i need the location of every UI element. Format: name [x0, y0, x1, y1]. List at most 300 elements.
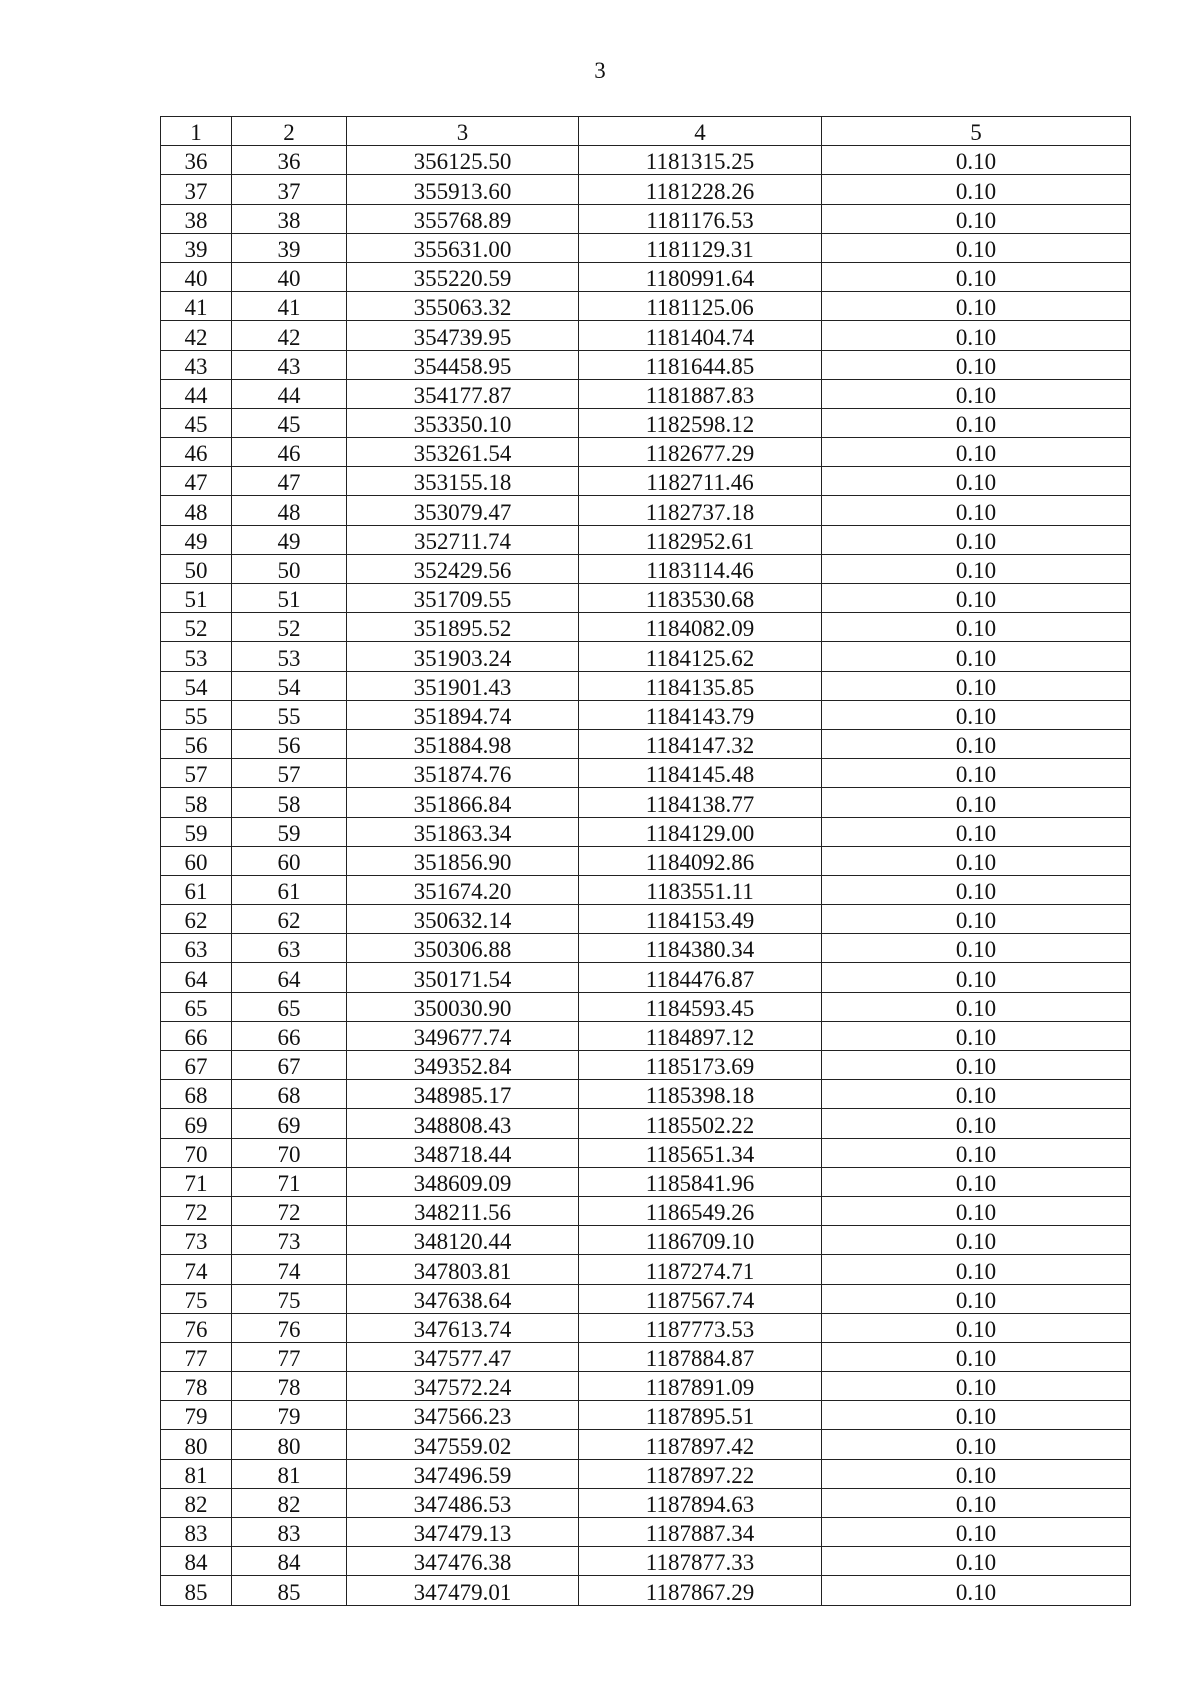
row-number-cell: 62 [161, 905, 232, 934]
value-cell: 0.10 [822, 1488, 1131, 1517]
table-row [161, 1284, 1131, 1313]
row-number-cell: 66 [161, 1021, 232, 1050]
x-coordinate-cell: 355768.89 [347, 204, 579, 233]
x-coordinate-cell: 348718.44 [347, 1138, 579, 1167]
y-coordinate-cell: 1181176.53 [579, 204, 822, 233]
row-number-cell: 42 [161, 321, 232, 350]
value-cell: 0.10 [822, 379, 1131, 408]
table-row [161, 321, 1131, 350]
x-coordinate-cell: 351674.20 [347, 875, 579, 904]
value-cell: 0.10 [822, 408, 1131, 437]
value-cell: 0.10 [822, 1313, 1131, 1342]
table-row [161, 438, 1131, 467]
value-cell: 0.10 [822, 321, 1131, 350]
point-number-cell: 64 [232, 963, 347, 992]
row-number-cell: 46 [161, 438, 232, 467]
x-coordinate-cell: 350632.14 [347, 905, 579, 934]
value-cell: 0.10 [822, 875, 1131, 904]
table-row [161, 817, 1131, 846]
x-coordinate-cell: 354739.95 [347, 321, 579, 350]
value-cell: 0.10 [822, 671, 1131, 700]
table-row [161, 1051, 1131, 1080]
value-cell: 0.10 [822, 1459, 1131, 1488]
table-row [161, 1342, 1131, 1371]
point-number-cell: 59 [232, 817, 347, 846]
row-number-cell: 45 [161, 408, 232, 437]
table-row [161, 175, 1131, 204]
y-coordinate-cell: 1187897.22 [579, 1459, 822, 1488]
x-coordinate-cell: 351894.74 [347, 700, 579, 729]
row-number-cell: 79 [161, 1401, 232, 1430]
y-coordinate-cell: 1184143.79 [579, 700, 822, 729]
point-number-cell: 57 [232, 759, 347, 788]
point-number-cell: 58 [232, 788, 347, 817]
x-coordinate-cell: 352711.74 [347, 525, 579, 554]
table-row [161, 1167, 1131, 1196]
y-coordinate-cell: 1180991.64 [579, 262, 822, 291]
row-number-cell: 74 [161, 1255, 232, 1284]
value-cell: 0.10 [822, 175, 1131, 204]
row-number-cell: 61 [161, 875, 232, 904]
point-number-cell: 45 [232, 408, 347, 437]
x-coordinate-cell: 351884.98 [347, 729, 579, 758]
coordinates-table [160, 116, 1131, 1606]
x-coordinate-cell: 351866.84 [347, 788, 579, 817]
table-row [161, 1518, 1131, 1547]
x-coordinate-cell: 353261.54 [347, 438, 579, 467]
value-cell: 0.10 [822, 467, 1131, 496]
table-header-row [161, 117, 1131, 146]
point-number-cell: 55 [232, 700, 347, 729]
y-coordinate-cell: 1183530.68 [579, 584, 822, 613]
point-number-cell: 49 [232, 525, 347, 554]
row-number-cell: 67 [161, 1051, 232, 1080]
y-coordinate-cell: 1182598.12 [579, 408, 822, 437]
y-coordinate-cell: 1184593.45 [579, 992, 822, 1021]
row-number-cell: 68 [161, 1080, 232, 1109]
value-cell: 0.10 [822, 729, 1131, 758]
y-coordinate-cell: 1185502.22 [579, 1109, 822, 1138]
value-cell: 0.10 [822, 1342, 1131, 1371]
point-number-cell: 77 [232, 1342, 347, 1371]
table-row [161, 408, 1131, 437]
point-number-cell: 38 [232, 204, 347, 233]
table-row [161, 554, 1131, 583]
value-cell: 0.10 [822, 1576, 1131, 1605]
point-number-cell: 75 [232, 1284, 347, 1313]
value-cell: 0.10 [822, 1226, 1131, 1255]
y-coordinate-cell: 1187895.51 [579, 1401, 822, 1430]
y-coordinate-cell: 1183551.11 [579, 875, 822, 904]
point-number-cell: 48 [232, 496, 347, 525]
value-cell: 0.10 [822, 905, 1131, 934]
value-cell: 0.10 [822, 1401, 1131, 1430]
table-row [161, 1196, 1131, 1225]
column-header: 3 [347, 117, 579, 146]
x-coordinate-cell: 347566.23 [347, 1401, 579, 1430]
point-number-cell: 65 [232, 992, 347, 1021]
table-row [161, 1430, 1131, 1459]
table-row [161, 1109, 1131, 1138]
value-cell: 0.10 [822, 642, 1131, 671]
x-coordinate-cell: 351895.52 [347, 613, 579, 642]
row-number-cell: 84 [161, 1547, 232, 1576]
table-row [161, 146, 1131, 175]
row-number-cell: 70 [161, 1138, 232, 1167]
point-number-cell: 85 [232, 1576, 347, 1605]
point-number-cell: 50 [232, 554, 347, 583]
point-number-cell: 47 [232, 467, 347, 496]
x-coordinate-cell: 356125.50 [347, 146, 579, 175]
y-coordinate-cell: 1181315.25 [579, 146, 822, 175]
row-number-cell: 55 [161, 700, 232, 729]
point-number-cell: 74 [232, 1255, 347, 1284]
x-coordinate-cell: 352429.56 [347, 554, 579, 583]
row-number-cell: 53 [161, 642, 232, 671]
x-coordinate-cell: 350030.90 [347, 992, 579, 1021]
table-row [161, 846, 1131, 875]
y-coordinate-cell: 1181404.74 [579, 321, 822, 350]
y-coordinate-cell: 1185841.96 [579, 1167, 822, 1196]
x-coordinate-cell: 353079.47 [347, 496, 579, 525]
row-number-cell: 41 [161, 292, 232, 321]
table-body [161, 117, 1131, 1606]
y-coordinate-cell: 1182711.46 [579, 467, 822, 496]
value-cell: 0.10 [822, 817, 1131, 846]
value-cell: 0.10 [822, 1547, 1131, 1576]
table-row [161, 1021, 1131, 1050]
x-coordinate-cell: 349352.84 [347, 1051, 579, 1080]
point-number-cell: 82 [232, 1488, 347, 1517]
table-row [161, 1080, 1131, 1109]
row-number-cell: 44 [161, 379, 232, 408]
table-row [161, 496, 1131, 525]
y-coordinate-cell: 1181129.31 [579, 233, 822, 262]
row-number-cell: 78 [161, 1372, 232, 1401]
table-row [161, 262, 1131, 291]
y-coordinate-cell: 1187274.71 [579, 1255, 822, 1284]
table-row [161, 1226, 1131, 1255]
point-number-cell: 63 [232, 934, 347, 963]
y-coordinate-cell: 1183114.46 [579, 554, 822, 583]
table-row [161, 963, 1131, 992]
row-number-cell: 40 [161, 262, 232, 291]
value-cell: 0.10 [822, 934, 1131, 963]
point-number-cell: 42 [232, 321, 347, 350]
table-row [161, 1255, 1131, 1284]
y-coordinate-cell: 1182677.29 [579, 438, 822, 467]
x-coordinate-cell: 354177.87 [347, 379, 579, 408]
y-coordinate-cell: 1184145.48 [579, 759, 822, 788]
y-coordinate-cell: 1187894.63 [579, 1488, 822, 1517]
point-number-cell: 37 [232, 175, 347, 204]
point-number-cell: 72 [232, 1196, 347, 1225]
row-number-cell: 50 [161, 554, 232, 583]
point-number-cell: 60 [232, 846, 347, 875]
column-header: 5 [822, 117, 1131, 146]
table-row [161, 992, 1131, 1021]
x-coordinate-cell: 347486.53 [347, 1488, 579, 1517]
x-coordinate-cell: 347638.64 [347, 1284, 579, 1313]
row-number-cell: 54 [161, 671, 232, 700]
x-coordinate-cell: 354458.95 [347, 350, 579, 379]
point-number-cell: 51 [232, 584, 347, 613]
table-row [161, 584, 1131, 613]
y-coordinate-cell: 1187867.29 [579, 1576, 822, 1605]
row-number-cell: 80 [161, 1430, 232, 1459]
y-coordinate-cell: 1184082.09 [579, 613, 822, 642]
x-coordinate-cell: 347559.02 [347, 1430, 579, 1459]
point-number-cell: 79 [232, 1401, 347, 1430]
x-coordinate-cell: 348609.09 [347, 1167, 579, 1196]
table-row [161, 1576, 1131, 1605]
y-coordinate-cell: 1184147.32 [579, 729, 822, 758]
value-cell: 0.10 [822, 1109, 1131, 1138]
x-coordinate-cell: 347613.74 [347, 1313, 579, 1342]
table-row [161, 1138, 1131, 1167]
x-coordinate-cell: 347479.13 [347, 1518, 579, 1547]
row-number-cell: 75 [161, 1284, 232, 1313]
column-header: 1 [161, 117, 232, 146]
value-cell: 0.10 [822, 700, 1131, 729]
value-cell: 0.10 [822, 438, 1131, 467]
x-coordinate-cell: 353350.10 [347, 408, 579, 437]
x-coordinate-cell: 348211.56 [347, 1196, 579, 1225]
point-number-cell: 44 [232, 379, 347, 408]
column-header: 4 [579, 117, 822, 146]
point-number-cell: 69 [232, 1109, 347, 1138]
row-number-cell: 77 [161, 1342, 232, 1371]
point-number-cell: 68 [232, 1080, 347, 1109]
value-cell: 0.10 [822, 1196, 1131, 1225]
value-cell: 0.10 [822, 1284, 1131, 1313]
row-number-cell: 38 [161, 204, 232, 233]
value-cell: 0.10 [822, 992, 1131, 1021]
x-coordinate-cell: 350306.88 [347, 934, 579, 963]
x-coordinate-cell: 355063.32 [347, 292, 579, 321]
point-number-cell: 61 [232, 875, 347, 904]
point-number-cell: 70 [232, 1138, 347, 1167]
row-number-cell: 81 [161, 1459, 232, 1488]
x-coordinate-cell: 351709.55 [347, 584, 579, 613]
y-coordinate-cell: 1187567.74 [579, 1284, 822, 1313]
table-row [161, 759, 1131, 788]
table-row [161, 934, 1131, 963]
value-cell: 0.10 [822, 496, 1131, 525]
y-coordinate-cell: 1187877.33 [579, 1547, 822, 1576]
row-number-cell: 57 [161, 759, 232, 788]
y-coordinate-cell: 1187897.42 [579, 1430, 822, 1459]
point-number-cell: 67 [232, 1051, 347, 1080]
y-coordinate-cell: 1184380.34 [579, 934, 822, 963]
value-cell: 0.10 [822, 204, 1131, 233]
value-cell: 0.10 [822, 1051, 1131, 1080]
point-number-cell: 41 [232, 292, 347, 321]
row-number-cell: 76 [161, 1313, 232, 1342]
x-coordinate-cell: 347476.38 [347, 1547, 579, 1576]
table-row [161, 1372, 1131, 1401]
y-coordinate-cell: 1182952.61 [579, 525, 822, 554]
x-coordinate-cell: 347479.01 [347, 1576, 579, 1605]
x-coordinate-cell: 351901.43 [347, 671, 579, 700]
value-cell: 0.10 [822, 1372, 1131, 1401]
value-cell: 0.10 [822, 1167, 1131, 1196]
point-number-cell: 84 [232, 1547, 347, 1576]
y-coordinate-cell: 1187891.09 [579, 1372, 822, 1401]
y-coordinate-cell: 1185651.34 [579, 1138, 822, 1167]
y-coordinate-cell: 1184135.85 [579, 671, 822, 700]
row-number-cell: 73 [161, 1226, 232, 1255]
table-row [161, 467, 1131, 496]
y-coordinate-cell: 1186549.26 [579, 1196, 822, 1225]
table-row [161, 905, 1131, 934]
x-coordinate-cell: 347803.81 [347, 1255, 579, 1284]
row-number-cell: 72 [161, 1196, 232, 1225]
x-coordinate-cell: 347572.24 [347, 1372, 579, 1401]
page-number: 3 [594, 58, 606, 83]
row-number-cell: 48 [161, 496, 232, 525]
x-coordinate-cell: 355220.59 [347, 262, 579, 291]
row-number-cell: 59 [161, 817, 232, 846]
row-number-cell: 36 [161, 146, 232, 175]
value-cell: 0.10 [822, 1138, 1131, 1167]
x-coordinate-cell: 349677.74 [347, 1021, 579, 1050]
y-coordinate-cell: 1184897.12 [579, 1021, 822, 1050]
x-coordinate-cell: 351863.34 [347, 817, 579, 846]
y-coordinate-cell: 1184092.86 [579, 846, 822, 875]
value-cell: 0.10 [822, 350, 1131, 379]
value-cell: 0.10 [822, 292, 1131, 321]
row-number-cell: 49 [161, 525, 232, 554]
y-coordinate-cell: 1181887.83 [579, 379, 822, 408]
x-coordinate-cell: 353155.18 [347, 467, 579, 496]
y-coordinate-cell: 1181228.26 [579, 175, 822, 204]
table-row [161, 233, 1131, 262]
row-number-cell: 52 [161, 613, 232, 642]
value-cell: 0.10 [822, 788, 1131, 817]
table-row [161, 1401, 1131, 1430]
point-number-cell: 62 [232, 905, 347, 934]
coordinates-table-container [160, 116, 1130, 1606]
value-cell: 0.10 [822, 1021, 1131, 1050]
value-cell: 0.10 [822, 846, 1131, 875]
value-cell: 0.10 [822, 1430, 1131, 1459]
point-number-cell: 43 [232, 350, 347, 379]
table-row [161, 1488, 1131, 1517]
row-number-cell: 64 [161, 963, 232, 992]
value-cell: 0.10 [822, 146, 1131, 175]
table-row [161, 671, 1131, 700]
table-row [161, 875, 1131, 904]
value-cell: 0.10 [822, 584, 1131, 613]
x-coordinate-cell: 351856.90 [347, 846, 579, 875]
x-coordinate-cell: 351874.76 [347, 759, 579, 788]
y-coordinate-cell: 1181125.06 [579, 292, 822, 321]
point-number-cell: 46 [232, 438, 347, 467]
value-cell: 0.10 [822, 963, 1131, 992]
x-coordinate-cell: 350171.54 [347, 963, 579, 992]
point-number-cell: 80 [232, 1430, 347, 1459]
table-row [161, 788, 1131, 817]
table-row [161, 613, 1131, 642]
y-coordinate-cell: 1184476.87 [579, 963, 822, 992]
x-coordinate-cell: 347577.47 [347, 1342, 579, 1371]
point-number-cell: 73 [232, 1226, 347, 1255]
value-cell: 0.10 [822, 1080, 1131, 1109]
y-coordinate-cell: 1186709.10 [579, 1226, 822, 1255]
value-cell: 0.10 [822, 233, 1131, 262]
y-coordinate-cell: 1181644.85 [579, 350, 822, 379]
y-coordinate-cell: 1187884.87 [579, 1342, 822, 1371]
row-number-cell: 60 [161, 846, 232, 875]
x-coordinate-cell: 347496.59 [347, 1459, 579, 1488]
row-number-cell: 85 [161, 1576, 232, 1605]
row-number-cell: 71 [161, 1167, 232, 1196]
x-coordinate-cell: 355631.00 [347, 233, 579, 262]
y-coordinate-cell: 1184125.62 [579, 642, 822, 671]
point-number-cell: 71 [232, 1167, 347, 1196]
table-row [161, 204, 1131, 233]
y-coordinate-cell: 1187887.34 [579, 1518, 822, 1547]
y-coordinate-cell: 1185173.69 [579, 1051, 822, 1080]
table-row [161, 1547, 1131, 1576]
point-number-cell: 53 [232, 642, 347, 671]
point-number-cell: 83 [232, 1518, 347, 1547]
x-coordinate-cell: 348985.17 [347, 1080, 579, 1109]
y-coordinate-cell: 1184138.77 [579, 788, 822, 817]
y-coordinate-cell: 1182737.18 [579, 496, 822, 525]
value-cell: 0.10 [822, 1518, 1131, 1547]
value-cell: 0.10 [822, 525, 1131, 554]
row-number-cell: 51 [161, 584, 232, 613]
point-number-cell: 56 [232, 729, 347, 758]
table-row [161, 292, 1131, 321]
table-row [161, 700, 1131, 729]
row-number-cell: 37 [161, 175, 232, 204]
table-row [161, 525, 1131, 554]
table-row [161, 350, 1131, 379]
x-coordinate-cell: 351903.24 [347, 642, 579, 671]
point-number-cell: 81 [232, 1459, 347, 1488]
x-coordinate-cell: 348120.44 [347, 1226, 579, 1255]
x-coordinate-cell: 348808.43 [347, 1109, 579, 1138]
row-number-cell: 39 [161, 233, 232, 262]
value-cell: 0.10 [822, 1255, 1131, 1284]
point-number-cell: 78 [232, 1372, 347, 1401]
y-coordinate-cell: 1185398.18 [579, 1080, 822, 1109]
table-row [161, 642, 1131, 671]
value-cell: 0.10 [822, 554, 1131, 583]
row-number-cell: 69 [161, 1109, 232, 1138]
value-cell: 0.10 [822, 759, 1131, 788]
point-number-cell: 76 [232, 1313, 347, 1342]
table-row [161, 379, 1131, 408]
value-cell: 0.10 [822, 262, 1131, 291]
point-number-cell: 54 [232, 671, 347, 700]
column-header: 2 [232, 117, 347, 146]
row-number-cell: 56 [161, 729, 232, 758]
table-row [161, 1313, 1131, 1342]
y-coordinate-cell: 1184153.49 [579, 905, 822, 934]
y-coordinate-cell: 1184129.00 [579, 817, 822, 846]
point-number-cell: 39 [232, 233, 347, 262]
row-number-cell: 47 [161, 467, 232, 496]
row-number-cell: 65 [161, 992, 232, 1021]
x-coordinate-cell: 355913.60 [347, 175, 579, 204]
row-number-cell: 83 [161, 1518, 232, 1547]
row-number-cell: 63 [161, 934, 232, 963]
point-number-cell: 40 [232, 262, 347, 291]
